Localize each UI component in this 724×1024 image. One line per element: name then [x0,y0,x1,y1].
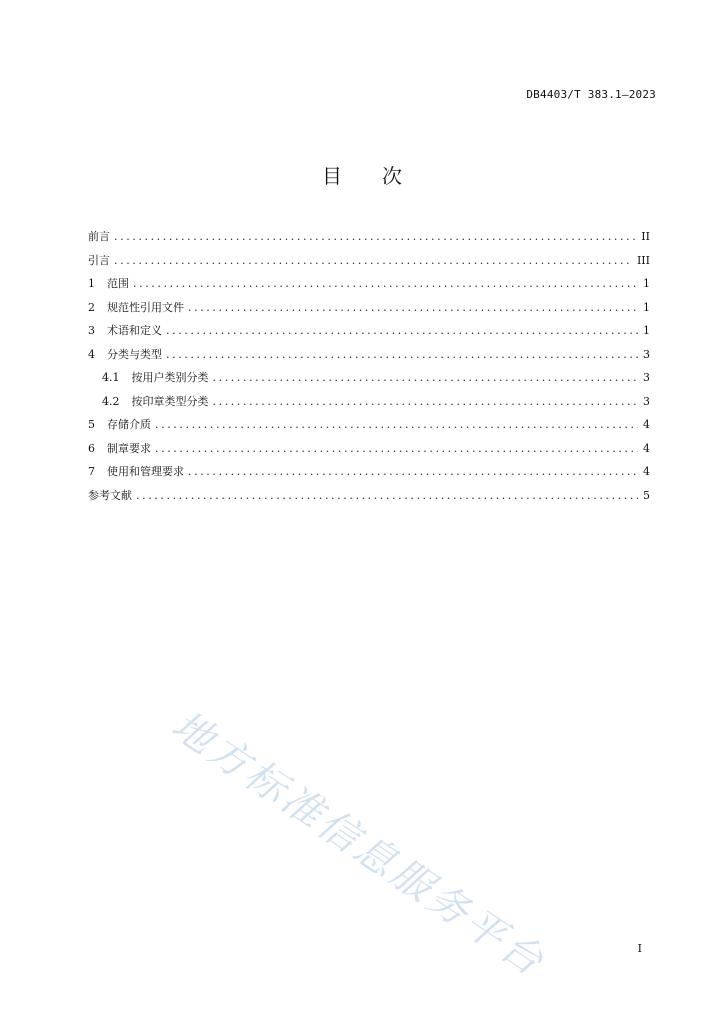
toc-leader-dots [166,324,638,337]
toc-entry-page: 4 [643,441,650,455]
toc-entry-label: 术语和定义 [107,324,162,337]
toc-entry-page: 4 [643,465,650,478]
toc-leader-dots [213,371,639,384]
page-number: I [637,942,642,955]
toc-entry-number: 4 [88,347,95,361]
toc-leader-dots [213,395,639,408]
toc-entry-label: 范围 [107,277,129,290]
toc-entry-number: 1 [88,277,95,290]
toc-entry-label: 前言 [88,230,110,243]
toc-entry-label: 规范性引用文件 [107,300,184,314]
watermark: 地方标准信息服务平台 [163,702,554,987]
toc-entry-page: 4 [643,418,650,431]
toc-entry-storage-media[interactable] [88,416,650,440]
toc-entry-page: III [636,253,650,267]
toc-entry-label: 按印章类型分类 [131,394,209,408]
toc-entry-label: 分类与类型 [107,347,162,361]
toc-entry-introduction[interactable] [88,252,650,276]
toc-entry-label: 引言 [88,253,110,267]
page-title-char-1: 目 [322,164,342,188]
toc-entry-by-user-category[interactable] [88,369,650,393]
document-code: DB4403/T 383.1—2023 [526,88,656,101]
toc-leader-dots [188,465,638,478]
toc-entry-by-seal-type[interactable] [88,393,650,417]
toc-entry-label: 参考文献 [88,488,132,502]
toc-leader-dots [155,442,638,455]
page-title [0,160,724,189]
toc-entry-number: 3 [88,324,95,337]
toc-leader-dots [114,254,633,267]
toc-entry-page: II [641,230,650,243]
toc-leader-dots [114,230,637,243]
toc-entry-number: 4.2 [102,394,120,408]
toc-leader-dots [133,277,638,290]
toc-leader-dots [166,348,638,361]
toc-entry-number: 6 [88,441,95,455]
toc-entry-page: 1 [643,324,650,337]
page-title-char-2: 次 [382,164,402,188]
toc-entry-page: 3 [643,394,650,408]
toc-entry-number: 4.1 [102,371,120,384]
toc-entry-seal-making[interactable] [88,440,650,464]
toc-entry-page: 3 [643,371,650,384]
toc-entry-label: 按用户类别分类 [131,371,209,384]
toc-entry-terms-definitions[interactable] [88,322,650,346]
toc-entry-page: 1 [643,277,650,290]
toc-entry-bibliography[interactable] [88,487,650,511]
toc-entry-label: 存储介质 [107,418,151,431]
toc-entry-scope[interactable] [88,275,650,299]
toc-entry-classification[interactable] [88,346,650,370]
toc-entry-page: 5 [643,488,650,502]
table-of-contents [88,228,650,510]
toc-entry-foreword[interactable] [88,228,650,252]
toc-entry-number: 2 [88,300,95,314]
toc-entry-number: 7 [88,465,95,478]
toc-entry-normative-references[interactable] [88,299,650,323]
toc-leader-dots [136,489,638,502]
toc-entry-number: 5 [88,418,95,431]
toc-leader-dots [155,418,638,431]
toc-entry-label: 使用和管理要求 [107,465,184,478]
toc-entry-page: 3 [643,347,650,361]
toc-entry-use-management[interactable] [88,463,650,487]
toc-entry-page: 1 [643,300,650,314]
toc-entry-label: 制章要求 [107,441,151,455]
toc-leader-dots [188,301,638,314]
